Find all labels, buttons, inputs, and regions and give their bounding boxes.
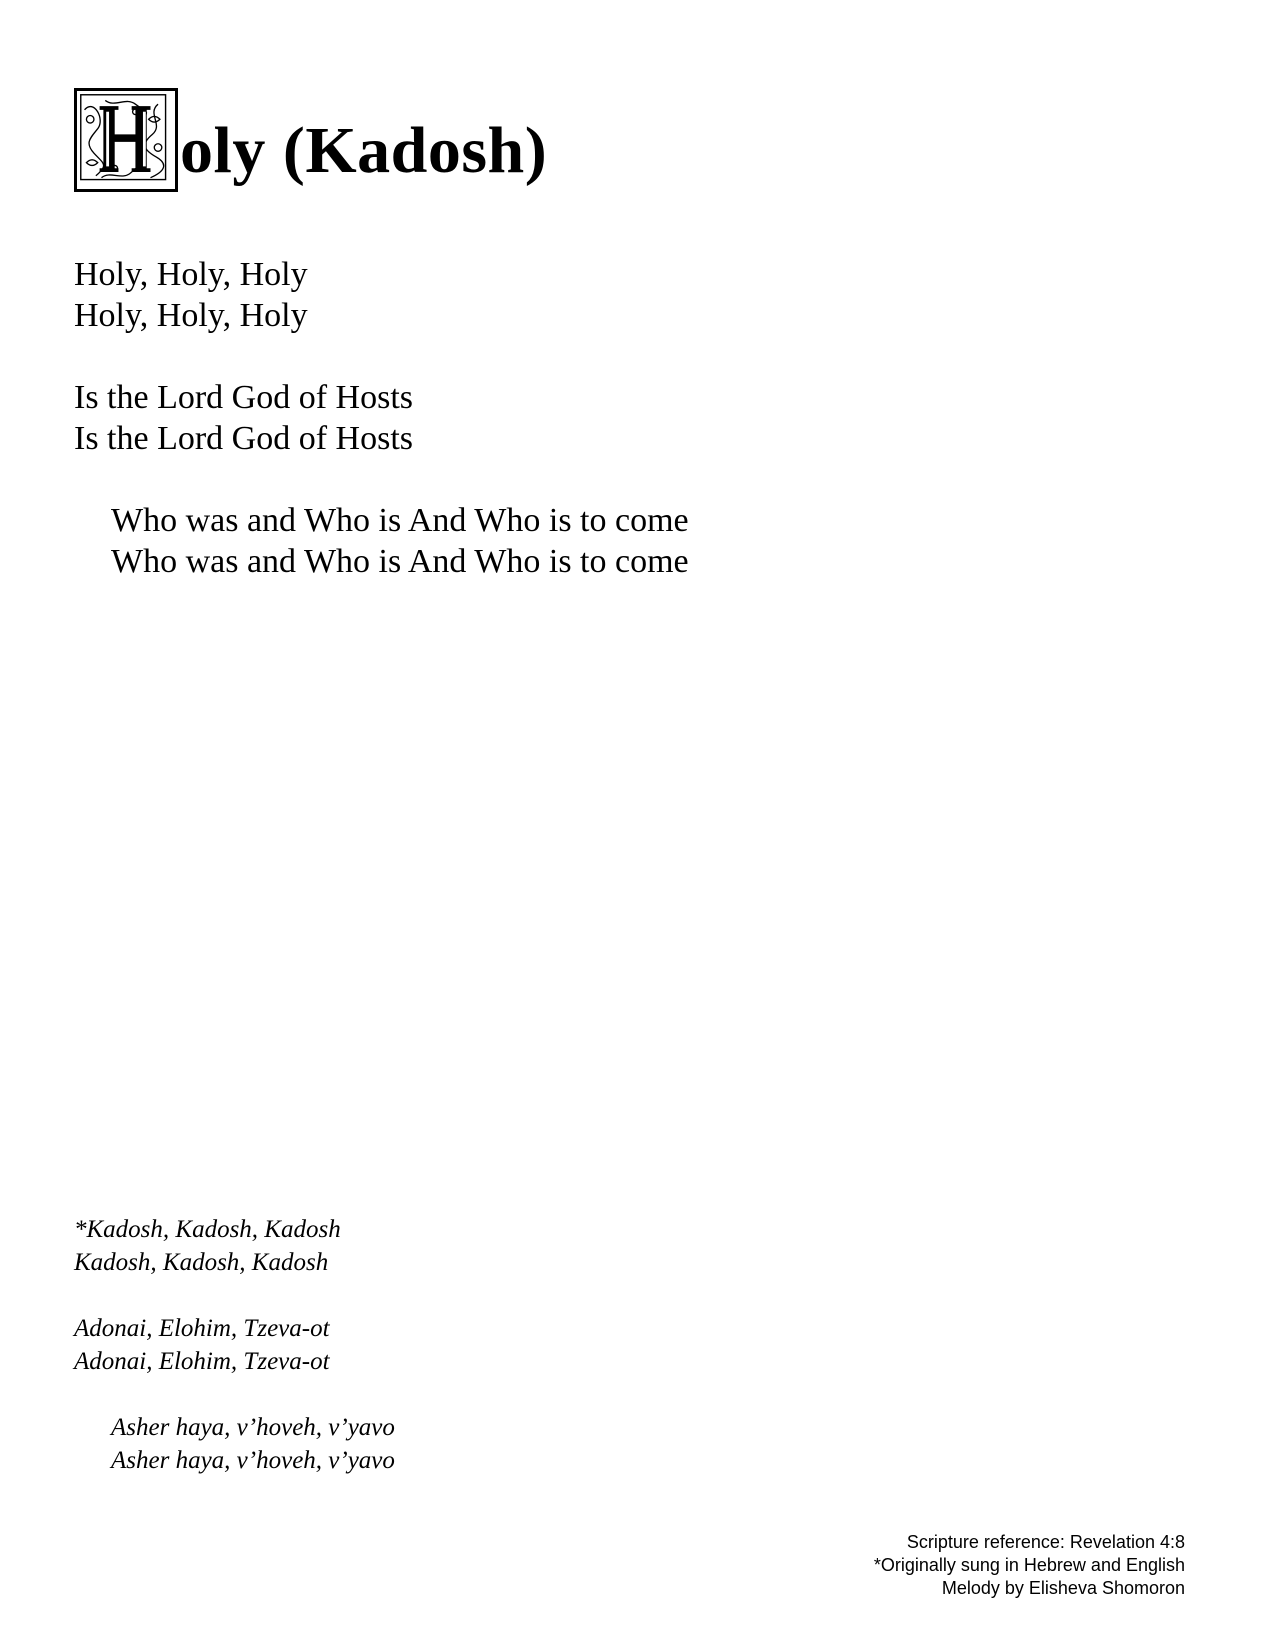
english-stanza-holy	[74, 254, 689, 336]
lyric-line: Adonai, Elohim, Tzeva-ot	[74, 1315, 330, 1342]
hebrew-stanza-kadosh	[74, 1213, 395, 1279]
hebrew-stanza-adonai	[74, 1312, 395, 1378]
lyric-line: Is the Lord God of Hosts	[74, 379, 414, 416]
lyric-line: Who was and Who is And Who is to come	[111, 502, 689, 539]
scripture-reference: Scripture reference: Revelation 4:8	[906, 1532, 1185, 1552]
hebrew-stanza-asher	[74, 1411, 395, 1477]
melody-credit: Melody by Elisheva Shomoron	[941, 1578, 1185, 1598]
ornament-icon	[77, 91, 175, 189]
english-stanza-who	[74, 500, 689, 582]
lyric-line: Holy, Holy, Holy	[74, 256, 308, 293]
credits-footer	[874, 1531, 1185, 1600]
ornate-drop-cap	[74, 88, 178, 192]
lyric-line: *Kadosh, Kadosh, Kadosh	[74, 1216, 341, 1243]
english-lyrics	[74, 254, 689, 623]
title-text: oly (Kadosh)	[180, 114, 548, 187]
english-stanza-lord	[74, 377, 689, 459]
song-title	[74, 72, 547, 192]
hebrew-lyrics	[74, 1213, 395, 1510]
lyric-line: Asher haya, v’hoveh, v’yavo	[111, 1447, 395, 1474]
lyric-line: Is the Lord God of Hosts	[74, 420, 414, 457]
lyric-line: Asher haya, v’hoveh, v’yavo	[111, 1414, 395, 1441]
lyric-line: Holy, Holy, Holy	[74, 297, 308, 334]
lyric-line: Adonai, Elohim, Tzeva-ot	[74, 1348, 330, 1375]
lyric-line: Who was and Who is And Who is to come	[111, 543, 689, 580]
language-note: *Originally sung in Hebrew and English	[873, 1555, 1185, 1575]
lyric-line: Kadosh, Kadosh, Kadosh	[74, 1249, 329, 1276]
